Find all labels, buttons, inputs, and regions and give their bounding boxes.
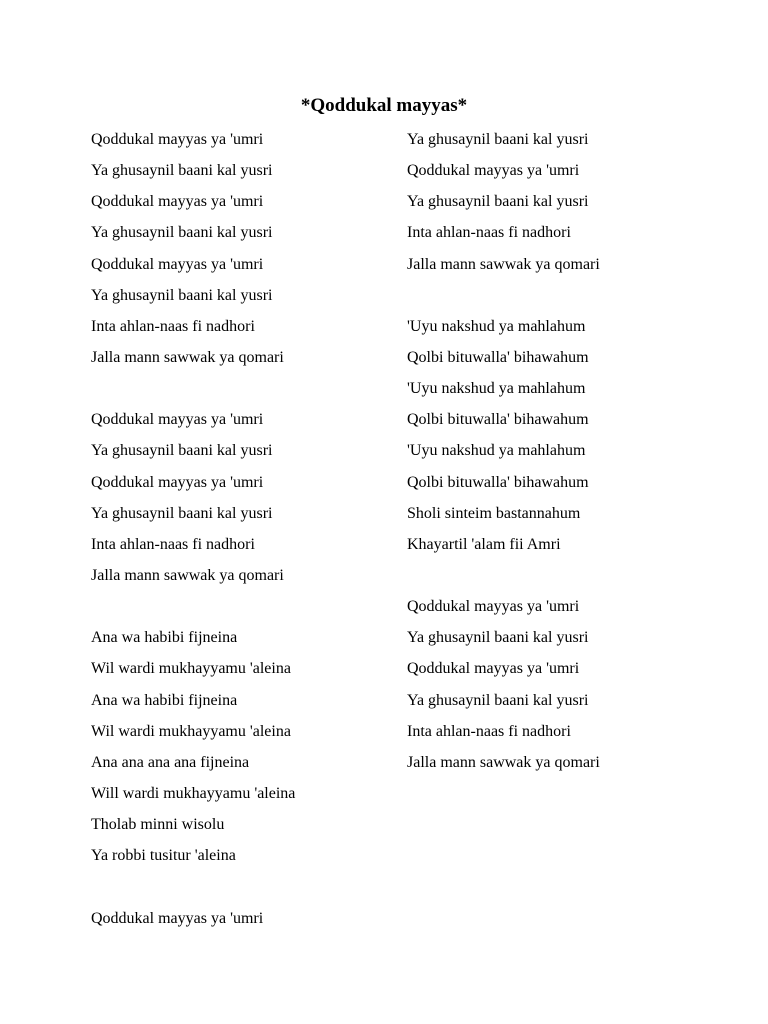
lyric-line: Inta ahlan-naas fi nadhori	[407, 722, 571, 740]
lyric-line: Qolbi bituwalla' bihawahum	[407, 348, 589, 366]
lyric-line: Khayartil 'alam fii Amri	[407, 535, 561, 553]
lyric-line: Jalla mann sawwak ya qomari	[91, 566, 284, 584]
lyric-line	[91, 377, 391, 408]
lyric-line: 'Uyu nakshud ya mahlahum	[407, 380, 586, 398]
lyric-line: Ya robbi tusitur 'aleina	[91, 847, 236, 865]
lyric-line: Ya ghusaynil baani kal yusri	[91, 224, 273, 242]
lyric-line: Ya ghusaynil baani kal yusri	[91, 286, 273, 304]
lyric-line	[407, 284, 737, 315]
lyric-line: Qoddukal mayyas ya 'umri	[91, 909, 264, 927]
lyric-line	[407, 564, 737, 595]
lyric-line: Ya ghusaynil baani kal yusri	[91, 162, 273, 180]
lyric-line: Inta ahlan-naas fi nadhori	[91, 317, 255, 335]
lyric-line: Ana ana ana ana fijneina	[91, 753, 250, 771]
lyric-line: Qoddukal mayyas ya 'umri	[91, 193, 264, 211]
left-column	[91, 128, 391, 938]
lyric-line: Ya ghusaynil baani kal yusri	[91, 504, 273, 522]
lyric-line: Inta ahlan-naas fi nadhori	[407, 224, 571, 242]
lyric-line: 'Uyu nakshud ya mahlahum	[407, 442, 586, 460]
lyric-line: Qolbi bituwalla' bihawahum	[407, 411, 589, 429]
document-title: *Qoddukal mayyas*	[300, 95, 468, 116]
lyric-line: Ya ghusaynil baani kal yusri	[407, 131, 589, 148]
lyric-line: Ya ghusaynil baani kal yusri	[407, 691, 589, 709]
lyric-line: Jalla mann sawwak ya qomari	[407, 255, 600, 273]
lyric-line: Tholab minni wisolu	[91, 816, 225, 834]
lyric-line: 'Uyu nakshud ya mahlahum	[407, 317, 586, 335]
lyric-line: Qoddukal mayyas ya 'umri	[407, 660, 580, 678]
right-column	[407, 128, 737, 782]
lyric-line: Qoddukal mayyas ya 'umri	[91, 131, 264, 148]
lyric-line	[91, 875, 391, 906]
lyric-line: Ya ghusaynil baani kal yusri	[407, 629, 589, 647]
lyric-line: Qoddukal mayyas ya 'umri	[91, 473, 264, 491]
lyric-line: Sholi sinteim bastannahum	[407, 504, 581, 522]
lyric-line: Qoddukal mayyas ya 'umri	[91, 411, 264, 429]
lyric-line: Qoddukal mayyas ya 'umri	[91, 255, 264, 273]
lyric-line: Jalla mann sawwak ya qomari	[407, 753, 600, 771]
lyric-line: Will wardi mukhayyamu 'aleina	[91, 784, 296, 802]
lyric-line: Wil wardi mukhayyamu 'aleina	[91, 660, 291, 678]
lyric-line: Ana wa habibi fijneina	[91, 629, 238, 647]
lyric-line: Wil wardi mukhayyamu 'aleina	[91, 722, 291, 740]
lyric-line: Qolbi bituwalla' bihawahum	[407, 473, 589, 491]
lyric-line: Ya ghusaynil baani kal yusri	[407, 193, 589, 211]
lyric-line: Inta ahlan-naas fi nadhori	[91, 535, 255, 553]
lyric-line	[91, 595, 391, 626]
lyric-line: Jalla mann sawwak ya qomari	[91, 348, 284, 366]
lyric-line: Ana wa habibi fijneina	[91, 691, 238, 709]
lyric-line: Qoddukal mayyas ya 'umri	[407, 598, 580, 616]
lyric-line: Qoddukal mayyas ya 'umri	[407, 162, 580, 180]
lyric-line: Ya ghusaynil baani kal yusri	[91, 442, 273, 460]
